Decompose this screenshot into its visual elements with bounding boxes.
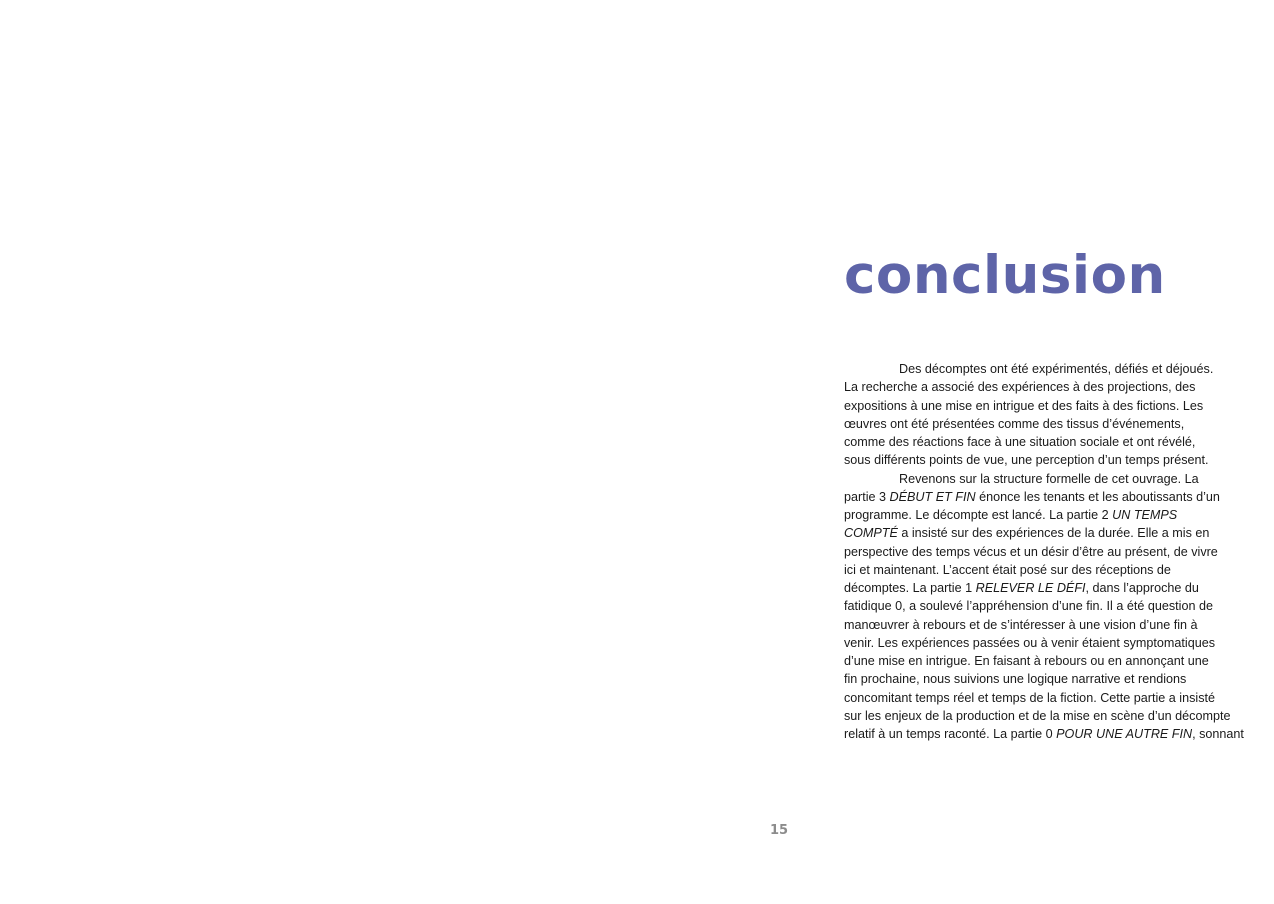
page-number: 15 — [770, 823, 789, 838]
section-title-ref: DÉBUT ET FIN — [889, 489, 976, 504]
text-line: La recherche a associé des expériences à des projections, des — [844, 380, 1196, 395]
text-line: perspective des temps vécus et un désir d’être au présent, de vivre — [844, 544, 1218, 559]
body-text — [844, 360, 1244, 743]
text-fragment: relatif à un temps raconté. La partie 0 — [844, 727, 1057, 741]
text-fragment: partie 3 — [844, 489, 890, 504]
text-line — [844, 725, 1244, 743]
text-line: concomitant temps réel et temps de la fiction. Cette partie a insisté — [844, 690, 1215, 705]
section-title-ref: COMPTÉ — [844, 526, 898, 541]
text-line: fatidique 0, a soulevé l’appréhension d’une fin. Il a été question de — [844, 599, 1213, 614]
text-fragment: énonce les tenants et les aboutissants d’un — [975, 489, 1220, 504]
chapter-title: conclusion — [844, 245, 1166, 306]
text-fragment: décomptes. La partie 1 — [844, 581, 976, 595]
text-line: expositions à une mise en intrigue et des faits à des fictions. Les — [844, 398, 1204, 413]
text-line: manœuvrer à rebours et de s’intéresser à une vision d’une fin à — [844, 617, 1198, 632]
text-line — [844, 488, 1236, 506]
text-line — [844, 524, 1236, 542]
text-line: Revenons sur la structure formelle de cet ouvrage. La — [899, 471, 1199, 486]
text-line: œuvres ont été présentées comme des tissus d’événements, — [844, 416, 1185, 431]
text-fragment: , sonnant — [1192, 727, 1244, 741]
text-fragment: , dans l’approche du — [1085, 581, 1199, 595]
section-title-ref: UN TEMPS — [1112, 508, 1178, 522]
text-line: comme des réactions face à une situation sociale et ont révélé, — [844, 435, 1196, 449]
text-line — [844, 579, 1236, 597]
section-title-ref: POUR UNE AUTRE FIN — [1056, 727, 1193, 741]
section-title-ref: RELEVER LE DÉFI — [975, 581, 1086, 595]
text-line: d’une mise en intrigue. En faisant à rebours ou en annonçant une — [844, 654, 1209, 668]
text-line: fin prochaine, nous suivions une logique narrative et rendions — [844, 672, 1187, 687]
text-fragment: programme. Le décompte est lancé. La partie 2 — [844, 508, 1113, 522]
text-line: sous différents points de vue, une perception d’un temps présent. — [844, 453, 1209, 468]
text-line: venir. Les expériences passées ou à venir étaient symptomatiques — [844, 635, 1216, 650]
text-line — [844, 506, 1236, 524]
text-line: sur les enjeux de la production et de la mise en scène d’un décompte — [844, 708, 1231, 723]
text-line: Des décomptes ont été expérimentés, défiés et déjoués. — [899, 362, 1214, 376]
text-fragment: a insisté sur des expériences de la durée. Elle a mis en — [897, 526, 1210, 541]
text-line: ici et maintenant. L’accent était posé sur des réceptions de — [844, 562, 1171, 577]
